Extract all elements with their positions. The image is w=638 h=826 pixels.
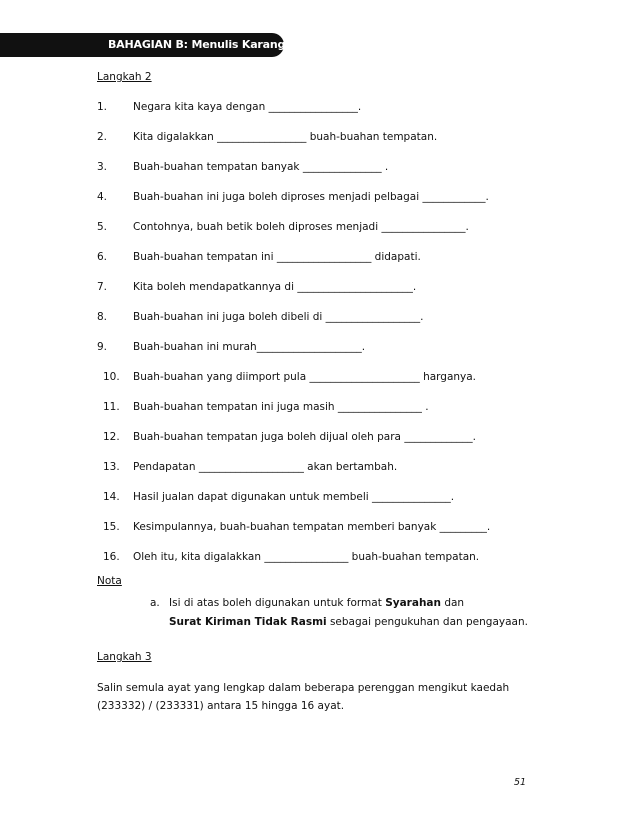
item-number: 1. [97,101,108,113]
item-text: Buah-buahan tempatan ini juga masih ________________ . [133,401,429,413]
step3-instruction-line-1: Salin semula ayat yang lengkap dalam beberapa perenggan mengikut kaedah [97,682,510,694]
page-number: 51 [514,777,527,788]
section-title: BAHAGIAN B: Menulis Karangan [108,38,301,51]
item-text: Contohnya, buah betik boleh diproses menjadi ________________. [133,221,469,233]
note-line-2-text: sebagai pengukuhan dan pengayaan. [326,616,528,628]
item-number: 15. [103,521,120,533]
item-text: Buah-buahan tempatan ini __________________ didapati. [133,251,421,263]
item-number: 6. [97,251,108,263]
exercise-item [0,251,638,267]
exercise-item [0,101,638,117]
exercise-item [0,461,638,477]
exercise-item [0,401,638,417]
item-number: 2. [97,131,108,143]
item-text: Pendapatan ____________________ akan bertambah. [133,461,398,473]
note-surat-kiriman: Surat Kiriman Tidak Rasmi [169,616,327,628]
note-syarahan: Syarahan [385,597,441,609]
step3-instruction-line-2: (233332) / (233331) antara 15 hingga 16 ayat. [97,700,345,712]
item-text: Buah-buahan ini juga boleh diproses menjadi pelbagai ____________. [133,191,489,203]
item-text: Kita digalakkan _________________ buah-buahan tempatan. [133,131,438,143]
step3-heading: Langkah 3 [97,651,152,663]
exercise-item [0,491,638,507]
exercise-item [0,311,638,327]
note-item-marker: a. [150,597,160,609]
exercise-item [0,161,638,177]
exercise-item [0,281,638,297]
item-number: 7. [97,281,108,293]
item-text: Oleh itu, kita digalakkan ________________ buah-buahan tempatan. [133,551,480,563]
item-text: Negara kita kaya dengan _________________. [133,101,362,113]
item-text: Buah-buahan yang diimport pula _____________________ harganya. [133,371,477,383]
item-number: 12. [103,431,120,443]
step2-heading: Langkah 2 [97,71,152,83]
item-text: Buah-buahan tempatan juga boleh dijual oleh para _____________. [133,431,476,443]
item-text: Kita boleh mendapatkannya di ______________________. [133,281,417,293]
item-text: Buah-buahan ini juga boleh dibeli di __________________. [133,311,424,323]
item-number: 14. [103,491,120,503]
exercise-item [0,131,638,147]
item-text: Buah-buahan ini murah____________________. [133,341,366,353]
item-number: 16. [103,551,120,563]
note-line-2 [169,616,528,628]
item-number: 10. [103,371,120,383]
note-heading: Nota [97,575,122,587]
note-line-1 [169,597,464,609]
exercise-item [0,551,638,567]
item-text: Hasil jualan dapat digunakan untuk membeli _______________. [133,491,455,503]
exercise-item [0,191,638,207]
item-number: 5. [97,221,108,233]
exercise-item [0,341,638,357]
exercise-item [0,371,638,387]
item-text: Kesimpulannya, buah-buahan tempatan memberi banyak _________. [133,521,491,533]
exercise-item [0,521,638,537]
exercise-item [0,431,638,447]
item-number: 11. [103,401,120,413]
item-number: 4. [97,191,108,203]
note-line-1-text: Isi di atas boleh digunakan untuk format [169,597,386,609]
section-banner [0,33,301,57]
note-line-1-end: dan [440,597,465,609]
item-number: 3. [97,161,108,173]
item-number: 9. [97,341,108,353]
item-number: 8. [97,311,108,323]
item-text: Buah-buahan tempatan banyak _______________ . [133,161,389,173]
item-number: 13. [103,461,120,473]
exercise-item [0,221,638,237]
